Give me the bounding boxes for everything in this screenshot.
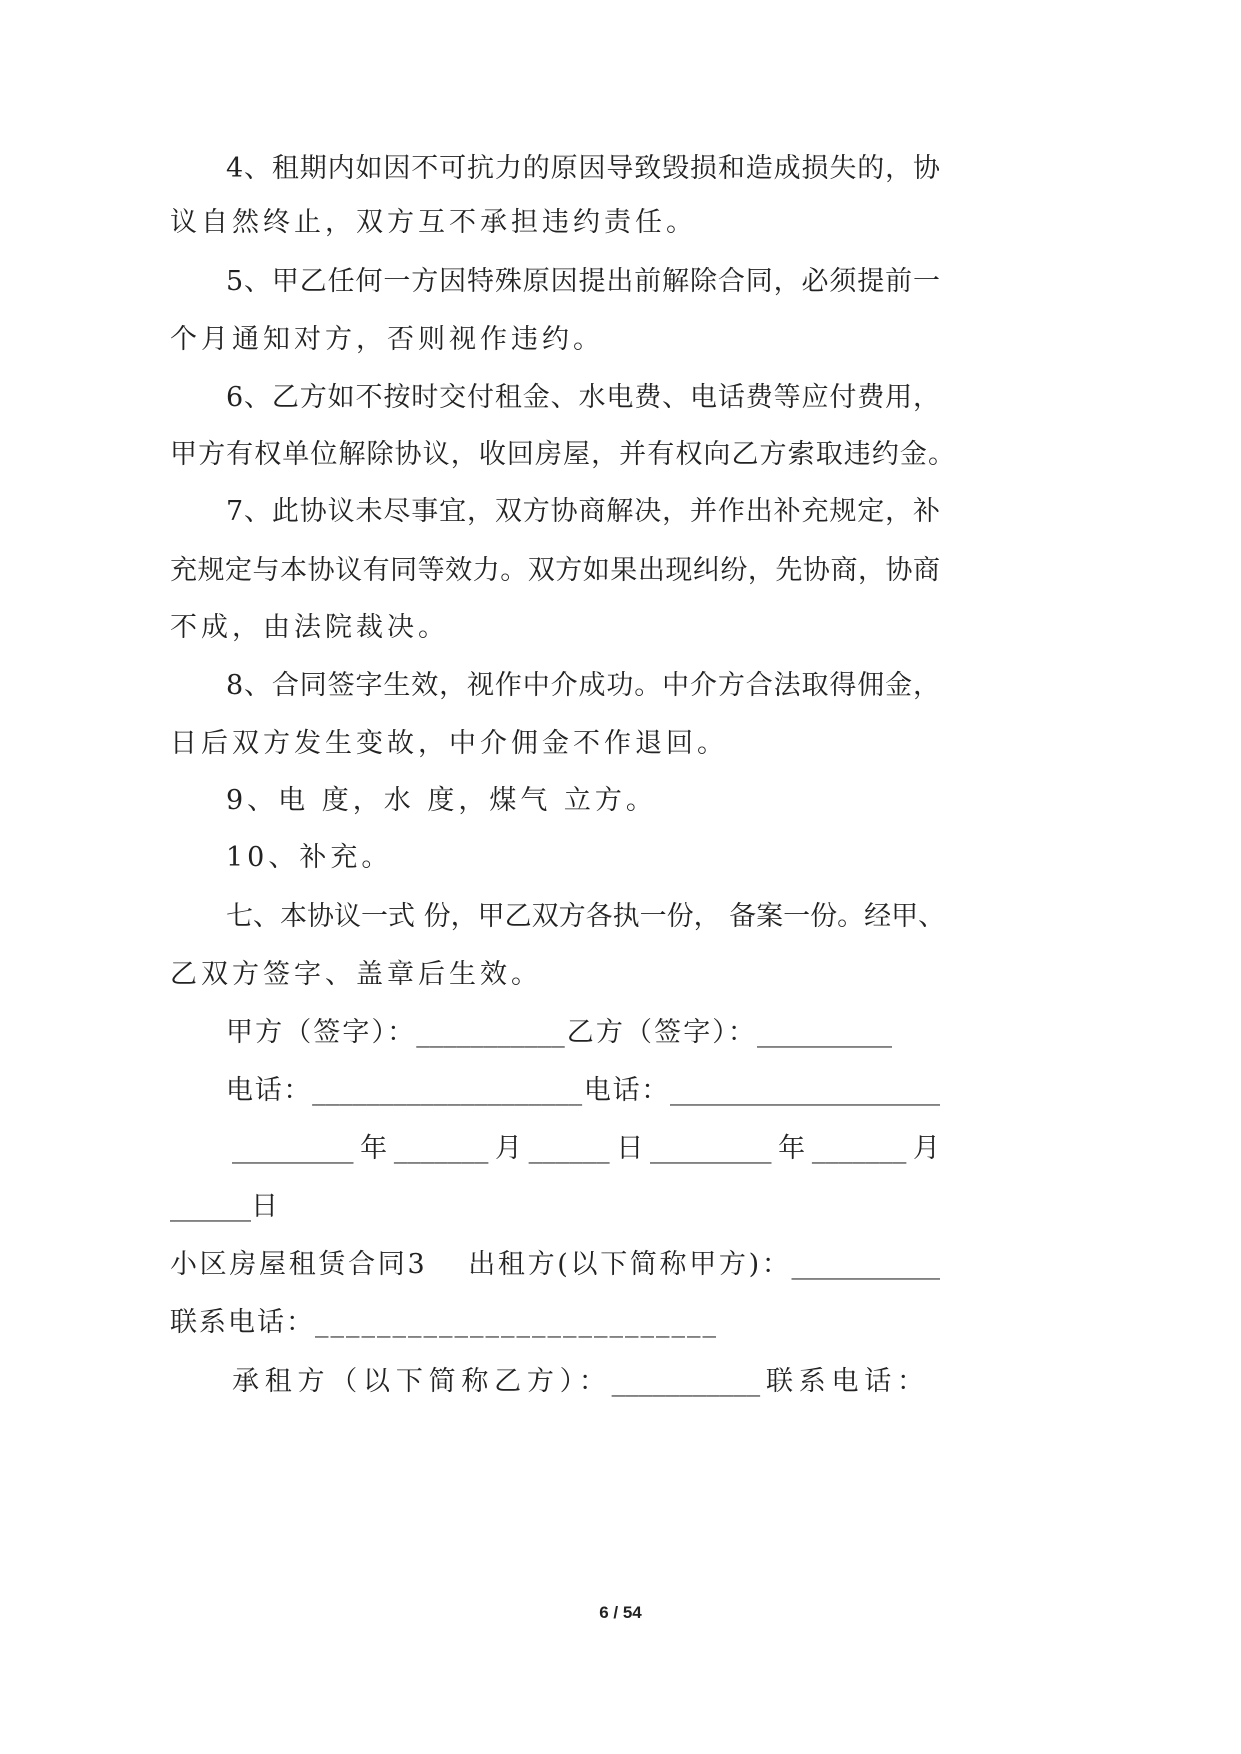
date-line: ______日: [170, 1191, 278, 1222]
signature-line: 甲方（签字）：___________乙方（签字）：__________: [226, 1017, 892, 1048]
text-line: 七、本协议一式 份，甲乙双方各执一份， 备案一份。经甲、: [226, 901, 946, 932]
text-line: 议自然终止，双方互不承担违约责任。: [170, 207, 697, 238]
text-line: 联系电话：__________________________: [170, 1307, 718, 1338]
text-line: 8、合同签字生效，视作中介成功。中介方合法取得佣金，: [226, 670, 940, 701]
text-line: 10、补充。: [226, 842, 393, 873]
text-line: 5、甲乙任何一方因特殊原因提出前解除合同，必须提前一: [226, 266, 940, 297]
text-line: 小区房屋租赁合同3 出租方(以下简称甲方)：___________: [170, 1249, 940, 1280]
text-line: 4、租期内如因不可抗力的原因导致毁损和造成损失的，协: [226, 153, 940, 184]
date-line: _________年_______月______日_________年_______月: [232, 1133, 940, 1164]
text-line: 6、乙方如不按时交付租金、水电费、电话费等应付费用，: [226, 382, 940, 413]
text-line: 甲方有权单位解除协议，收回房屋，并有权向乙方索取违约金。: [170, 439, 955, 470]
text-line: 不成，由法院裁决。: [170, 612, 449, 643]
phone-line: 电话：____________________电话：____________________: [226, 1075, 940, 1106]
text-line: 9、电 度，水 度，煤气 立方。: [226, 785, 657, 816]
text-line: 7、此协议未尽事宜，双方协商解决，并作出补充规定，补: [226, 496, 940, 527]
text-line: 日后双方发生变故，中介佣金不作退回。: [170, 728, 728, 759]
text-line: 充规定与本协议有同等效力。双方如果出现纠纷，先协商，协商: [170, 555, 940, 586]
text-line: 承租方（以下简称乙方）：___________联系电话：: [232, 1366, 924, 1397]
text-line: 乙双方签字、盖章后生效。: [170, 959, 542, 990]
page-number: 6 / 54: [599, 1603, 642, 1622]
text-line: 个月通知对方，否则视作违约。: [170, 324, 604, 355]
